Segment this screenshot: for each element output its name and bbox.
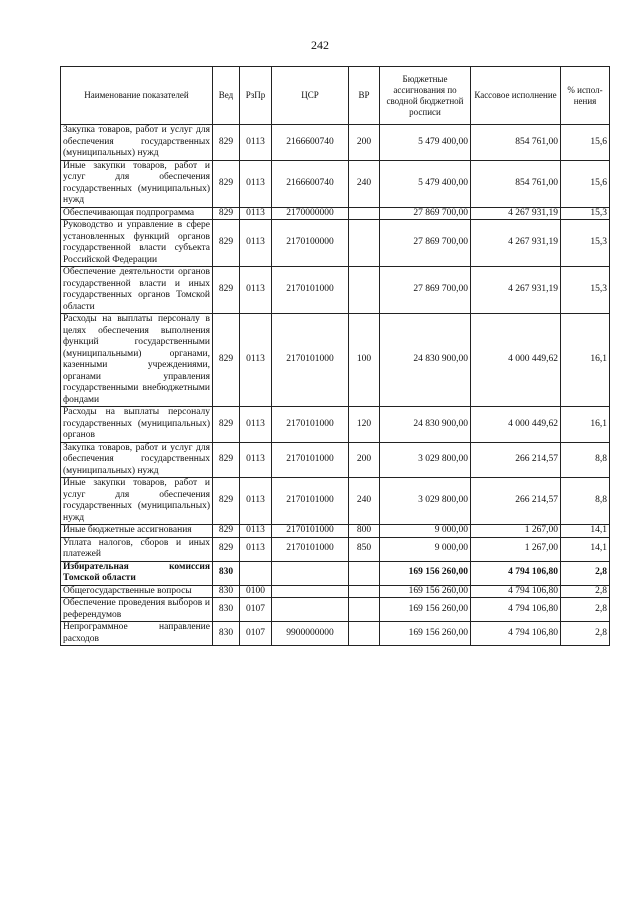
cell-cash: 4 794 106,80 (471, 622, 561, 646)
cell-name: Непрограммное направление расходов (61, 622, 213, 646)
cell-budget: 9 000,00 (380, 537, 471, 561)
cell-csr: 2170101000 (272, 478, 349, 525)
cell-rzpr (240, 561, 272, 585)
table-row (61, 478, 610, 525)
cell-budget: 24 830 900,00 (380, 407, 471, 443)
cell-ved: 829 (213, 525, 240, 538)
cell-budget: 27 869 700,00 (380, 267, 471, 314)
cell-budget: 169 156 260,00 (380, 561, 471, 585)
cell-pct: 14,1 (561, 537, 610, 561)
header-name: Наименование показателей (61, 67, 213, 125)
cell-csr: 2170100000 (272, 220, 349, 267)
cell-pct: 8,8 (561, 442, 610, 478)
cell-pct: 8,8 (561, 478, 610, 525)
cell-ved: 829 (213, 160, 240, 207)
cell-ved: 829 (213, 314, 240, 407)
cell-cash: 266 214,57 (471, 442, 561, 478)
cell-pct: 2,8 (561, 561, 610, 585)
cell-csr (272, 598, 349, 622)
cell-csr: 2166600740 (272, 125, 349, 161)
cell-budget: 5 479 400,00 (380, 160, 471, 207)
cell-cash: 266 214,57 (471, 478, 561, 525)
table-row (61, 220, 610, 267)
cell-ved: 829 (213, 478, 240, 525)
cell-budget: 5 479 400,00 (380, 125, 471, 161)
cell-cash: 4 267 931,19 (471, 207, 561, 220)
cell-vr: 800 (349, 525, 380, 538)
cell-ved: 829 (213, 537, 240, 561)
cell-ved: 830 (213, 598, 240, 622)
cell-ved: 829 (213, 267, 240, 314)
table-row (61, 537, 610, 561)
cell-csr: 2170101000 (272, 537, 349, 561)
cell-rzpr: 0100 (240, 585, 272, 598)
cell-csr: 2170101000 (272, 267, 349, 314)
table-row (61, 207, 610, 220)
table-row (61, 267, 610, 314)
cell-pct: 15,6 (561, 125, 610, 161)
budget-table (60, 66, 610, 646)
cell-vr: 850 (349, 537, 380, 561)
cell-name: Расходы на выплаты персоналу в целях обеспечения выполнения функций государственными (муниципальными) органами, казенными учреждениями, органами управления государственными внебюджетными фондами (61, 314, 213, 407)
cell-ved: 829 (213, 442, 240, 478)
header-rzpr: РзПр (240, 67, 272, 125)
cell-ved: 830 (213, 622, 240, 646)
cell-rzpr: 0113 (240, 314, 272, 407)
cell-budget: 169 156 260,00 (380, 622, 471, 646)
cell-cash: 4 794 106,80 (471, 585, 561, 598)
cell-vr: 240 (349, 160, 380, 207)
cell-name: Общегосударственные вопросы (61, 585, 213, 598)
cell-vr (349, 220, 380, 267)
page-number: 242 (311, 38, 329, 52)
cell-budget: 24 830 900,00 (380, 314, 471, 407)
cell-name: Закупка товаров, работ и услуг для обеспечения государственных (муниципальных) нужд (61, 125, 213, 161)
table-row (61, 442, 610, 478)
cell-ved: 829 (213, 220, 240, 267)
cell-vr: 240 (349, 478, 380, 525)
cell-budget: 9 000,00 (380, 525, 471, 538)
cell-cash: 1 267,00 (471, 525, 561, 538)
cell-rzpr: 0113 (240, 525, 272, 538)
table-row (61, 622, 610, 646)
cell-vr (349, 622, 380, 646)
cell-budget: 3 029 800,00 (380, 478, 471, 525)
cell-name: Расходы на выплаты персоналу государственных (муниципальных) органов (61, 407, 213, 443)
cell-rzpr: 0113 (240, 125, 272, 161)
header-csr: ЦСР (272, 67, 349, 125)
cell-cash: 854 761,00 (471, 125, 561, 161)
cell-ved: 829 (213, 125, 240, 161)
cell-pct: 15,6 (561, 160, 610, 207)
cell-cash: 4 267 931,19 (471, 220, 561, 267)
cell-rzpr: 0113 (240, 160, 272, 207)
cell-rzpr: 0113 (240, 537, 272, 561)
cell-rzpr: 0113 (240, 407, 272, 443)
cell-csr: 2170101000 (272, 442, 349, 478)
cell-csr: 2166600740 (272, 160, 349, 207)
cell-rzpr: 0113 (240, 442, 272, 478)
cell-pct: 16,1 (561, 314, 610, 407)
cell-name: Обеспечивающая подпрограмма (61, 207, 213, 220)
cell-vr (349, 267, 380, 314)
cell-name: Закупка товаров, работ и услуг для обеспечения государственных (муниципальных) нужд (61, 442, 213, 478)
cell-name: Иные закупки товаров, работ и услуг для обеспечения государственных (муниципальных) нужд (61, 478, 213, 525)
cell-csr: 2170000000 (272, 207, 349, 220)
cell-pct: 2,8 (561, 598, 610, 622)
table-row (61, 125, 610, 161)
cell-ved: 829 (213, 207, 240, 220)
cell-vr: 200 (349, 442, 380, 478)
cell-pct: 15,3 (561, 207, 610, 220)
header-cash: Кассовое исполнение (471, 67, 561, 125)
cell-cash: 4 794 106,80 (471, 561, 561, 585)
table-row (61, 585, 610, 598)
cell-cash: 4 794 106,80 (471, 598, 561, 622)
table-row (61, 407, 610, 443)
cell-budget: 169 156 260,00 (380, 598, 471, 622)
cell-pct: 16,1 (561, 407, 610, 443)
cell-rzpr: 0113 (240, 220, 272, 267)
header-ved: Вед (213, 67, 240, 125)
cell-pct: 14,1 (561, 525, 610, 538)
cell-vr (349, 207, 380, 220)
cell-csr: 9900000000 (272, 622, 349, 646)
cell-cash: 4 267 931,19 (471, 267, 561, 314)
cell-budget: 169 156 260,00 (380, 585, 471, 598)
cell-vr (349, 561, 380, 585)
cell-csr: 2170101000 (272, 407, 349, 443)
cell-csr: 2170101000 (272, 525, 349, 538)
cell-name: Обеспечение деятельности органов государственной власти и иных государственных органов Томской области (61, 267, 213, 314)
cell-name: Иные бюджетные ассигнования (61, 525, 213, 538)
table-row (61, 561, 610, 585)
cell-name: Обеспечение проведения выборов и референдумов (61, 598, 213, 622)
cell-cash: 854 761,00 (471, 160, 561, 207)
cell-rzpr: 0113 (240, 478, 272, 525)
cell-csr (272, 585, 349, 598)
header-budget: Бюджетные ассигнования по сводной бюджетной росписи (380, 67, 471, 125)
cell-budget: 3 029 800,00 (380, 442, 471, 478)
cell-vr: 120 (349, 407, 380, 443)
cell-csr: 2170101000 (272, 314, 349, 407)
cell-pct: 15,3 (561, 267, 610, 314)
cell-budget: 27 869 700,00 (380, 207, 471, 220)
table-row (61, 160, 610, 207)
cell-ved: 830 (213, 561, 240, 585)
cell-vr (349, 585, 380, 598)
cell-ved: 830 (213, 585, 240, 598)
cell-csr (272, 561, 349, 585)
cell-vr: 200 (349, 125, 380, 161)
cell-rzpr: 0107 (240, 598, 272, 622)
cell-name: Уплата налогов, сборов и иных платежей (61, 537, 213, 561)
cell-cash: 4 000 449,62 (471, 314, 561, 407)
table-row (61, 525, 610, 538)
header-row (61, 67, 610, 125)
table-row (61, 598, 610, 622)
cell-name: Иные закупки товаров, работ и услуг для обеспечения государственных (муниципальных) нужд (61, 160, 213, 207)
cell-cash: 1 267,00 (471, 537, 561, 561)
table-body (61, 125, 610, 646)
cell-name: Избирательная комиссия Томской области (61, 561, 213, 585)
header-vr: ВР (349, 67, 380, 125)
cell-budget: 27 869 700,00 (380, 220, 471, 267)
cell-vr: 100 (349, 314, 380, 407)
cell-pct: 2,8 (561, 622, 610, 646)
cell-pct: 2,8 (561, 585, 610, 598)
cell-rzpr: 0113 (240, 267, 272, 314)
cell-cash: 4 000 449,62 (471, 407, 561, 443)
cell-name: Руководство и управление в сфере установленных функций органов государственной власти субъекта Российской Федерации (61, 220, 213, 267)
cell-vr (349, 598, 380, 622)
cell-ved: 829 (213, 407, 240, 443)
cell-rzpr: 0113 (240, 207, 272, 220)
header-pct: % испол-нения (561, 67, 610, 125)
cell-pct: 15,3 (561, 220, 610, 267)
cell-rzpr: 0107 (240, 622, 272, 646)
table-row (61, 314, 610, 407)
